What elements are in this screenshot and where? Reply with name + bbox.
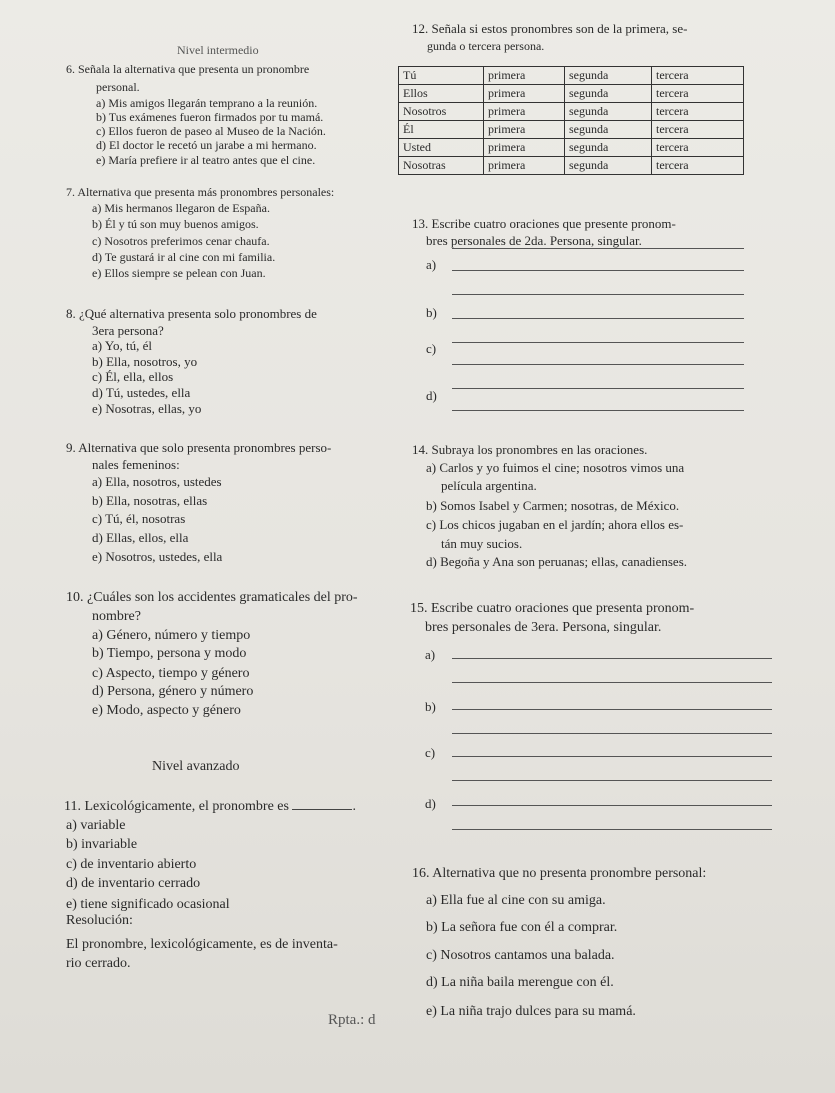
q13-label-c: c)	[426, 341, 437, 356]
table-cell-option[interactable]: segunda	[565, 85, 652, 103]
answer-line[interactable]	[452, 658, 772, 659]
q11-option-e: e) tiene significado ocasional	[66, 897, 230, 912]
level-advanced-heading: Nivel avanzado	[152, 759, 240, 774]
q7-option-b: b) Él y tú son muy buenos amigos.	[92, 217, 259, 231]
q10-option-d: d) Persona, género y número	[92, 684, 254, 699]
table-cell-option[interactable]: primera	[484, 67, 565, 85]
q13-label-b: b)	[426, 305, 437, 320]
question-6-stem: 6. Señala la alternativa que presenta un pronombre	[66, 62, 310, 76]
question-11-stem-text: 11. Lexicológicamente, el pronombre es	[64, 799, 289, 814]
q14-sentence-a-cont: película argentina.	[441, 478, 537, 493]
q14-sentence-d: d) Begoña y Ana son peruanas; ellas, canadienses.	[426, 554, 688, 569]
q11-resolution-title: Resolución:	[66, 913, 133, 928]
question-10-stem-cont: nombre?	[92, 609, 141, 624]
table-row	[399, 121, 744, 139]
q16-option-a: a) Ella fue al cine con su amiga.	[426, 893, 606, 908]
q11-answer: Rpta.: d	[328, 1012, 376, 1028]
table-cell-option[interactable]: tercera	[652, 85, 744, 103]
table-cell-option[interactable]: segunda	[565, 139, 652, 157]
question-15-stem-cont: bres personales de 3era. Persona, singular.	[425, 620, 662, 635]
q10-option-a: a) Género, número y tiempo	[92, 628, 251, 643]
q10-option-b: b) Tiempo, persona y modo	[92, 646, 247, 661]
table-row	[399, 67, 744, 85]
q8-option-b: b) Ella, nosotros, yo	[92, 354, 198, 369]
q6-option-b: b) Tus exámenes fueron firmados por tu mamá.	[96, 110, 324, 124]
table-cell-option[interactable]: primera	[484, 157, 565, 175]
q10-option-e: e) Modo, aspecto y género	[92, 703, 241, 718]
question-7-stem: 7. Alternativa que presenta más pronombres personales:	[66, 185, 335, 199]
question-15-stem: 15. Escribe cuatro oraciones que presenta pronom-	[410, 601, 695, 616]
q7-option-e: e) Ellos siempre se pelean con Juan.	[92, 266, 266, 280]
question-12-stem-cont: gunda o tercera persona.	[427, 39, 545, 53]
question-6-stem-cont: personal.	[96, 80, 140, 94]
table-row	[399, 139, 744, 157]
q16-option-e: e) La niña trajo dulces para su mamá.	[426, 1004, 636, 1019]
pronoun-person-table	[398, 66, 744, 175]
answer-line[interactable]	[452, 733, 772, 734]
level-intermediate-heading: Nivel intermedio	[177, 43, 259, 57]
q8-option-a: a) Yo, tú, él	[92, 338, 152, 353]
table-cell-pronoun: Ellos	[399, 85, 484, 103]
q14-sentence-c: c) Los chicos jugaban en el jardín; ahora ellos es-	[426, 517, 684, 532]
answer-line[interactable]	[452, 756, 772, 757]
table-cell-pronoun: Tú	[399, 67, 484, 85]
table-cell-option[interactable]: primera	[484, 85, 565, 103]
q9-option-c: c) Tú, él, nosotras	[92, 511, 186, 526]
answer-line[interactable]	[452, 342, 744, 343]
question-8-stem-cont: 3era persona?	[92, 323, 164, 338]
answer-line[interactable]	[452, 364, 744, 365]
question-11-stem	[64, 799, 356, 814]
q7-option-d: d) Te gustará ir al cine con mi familia.	[92, 250, 276, 264]
table-cell-option[interactable]: primera	[484, 121, 565, 139]
q8-option-d: d) Tú, ustedes, ella	[92, 385, 191, 400]
answer-line[interactable]	[452, 780, 772, 781]
q14-sentence-b: b) Somos Isabel y Carmen; nosotras, de México.	[426, 498, 680, 513]
answer-line[interactable]	[452, 318, 744, 319]
table-cell-option[interactable]: tercera	[652, 67, 744, 85]
q10-option-c: c) Aspecto, tiempo y género	[92, 666, 250, 681]
q13-label-a: a)	[426, 257, 437, 272]
q7-option-c: c) Nosotros preferimos cenar chaufa.	[92, 234, 270, 248]
q15-label-a: a)	[425, 647, 436, 662]
table-cell-option[interactable]: tercera	[652, 103, 744, 121]
question-11-stem-dot: .	[352, 799, 356, 814]
table-row	[399, 103, 744, 121]
question-13-stem: 13. Escribe cuatro oraciones que presente pronom-	[412, 216, 676, 231]
table-row	[399, 157, 744, 175]
question-8-stem: 8. ¿Qué alternativa presenta solo pronombres de	[66, 306, 317, 321]
q15-label-c: c)	[425, 745, 436, 760]
table-cell-pronoun: Él	[399, 121, 484, 139]
q11-option-b: b) invariable	[66, 837, 138, 852]
answer-line[interactable]	[452, 709, 772, 710]
q11-option-d: d) de inventario cerrado	[66, 876, 201, 891]
q11-option-c: c) de inventario abierto	[66, 857, 197, 872]
q6-option-d: d) El doctor le recetó un jarabe a mi hermano.	[96, 138, 317, 152]
q13-label-d: d)	[426, 388, 437, 403]
q6-option-c: c) Ellos fueron de paseo al Museo de la Nación.	[96, 124, 326, 138]
answer-line[interactable]	[452, 270, 744, 271]
question-12-stem: 12. Señala si estos pronombres son de la primera, se-	[412, 21, 688, 36]
q8-option-e: e) Nosotras, ellas, yo	[92, 401, 202, 416]
table-cell-pronoun: Nosotros	[399, 103, 484, 121]
q16-option-d: d) La niña baila merengue con él.	[426, 975, 614, 990]
q15-label-b: b)	[425, 699, 436, 714]
table-cell-option[interactable]: segunda	[565, 121, 652, 139]
q9-option-d: d) Ellas, ellos, ella	[92, 530, 189, 545]
table-cell-pronoun: Nosotras	[399, 157, 484, 175]
answer-line[interactable]	[452, 682, 772, 683]
q6-option-a: a) Mis amigos llegarán temprano a la reunión.	[96, 96, 318, 110]
q16-option-b: b) La señora fue con él a comprar.	[426, 920, 618, 935]
table-cell-option[interactable]: tercera	[652, 157, 744, 175]
table-row	[399, 85, 744, 103]
q7-option-a: a) Mis hermanos llegaron de España.	[92, 201, 270, 215]
q9-option-b: b) Ella, nosotras, ellas	[92, 493, 208, 508]
question-14-stem: 14. Subraya los pronombres en las oraciones.	[412, 442, 648, 457]
q6-option-e: e) María prefiere ir al teatro antes que el cine.	[96, 153, 316, 167]
answer-line[interactable]	[452, 805, 772, 806]
q15-label-d: d)	[425, 796, 436, 811]
q11-option-a: a) variable	[66, 818, 126, 833]
answer-line[interactable]	[452, 248, 744, 249]
answer-line[interactable]	[452, 294, 744, 295]
q16-option-c: c) Nosotros cantamos una balada.	[426, 948, 615, 963]
answer-line[interactable]	[452, 829, 772, 830]
question-9-stem-cont: nales femeninos:	[92, 457, 180, 472]
q9-option-e: e) Nosotros, ustedes, ella	[92, 549, 223, 564]
table-cell-option[interactable]: segunda	[565, 103, 652, 121]
q11-resolution-text-cont: rio cerrado.	[66, 956, 131, 971]
question-16-stem: 16. Alternativa que no presenta pronombre personal:	[412, 866, 707, 881]
q8-option-c: c) Él, ella, ellos	[92, 369, 174, 384]
answer-line[interactable]	[452, 410, 744, 411]
q14-sentence-a: a) Carlos y yo fuimos el cine; nosotros vimos una	[426, 460, 685, 475]
table-cell-option[interactable]: primera	[484, 103, 565, 121]
table-cell-pronoun: Usted	[399, 139, 484, 157]
q9-option-a: a) Ella, nosotros, ustedes	[92, 474, 222, 489]
question-11-blank	[292, 808, 352, 810]
table-cell-option[interactable]: tercera	[652, 139, 744, 157]
question-13-stem-cont: bres personales de 2da. Persona, singular.	[426, 233, 642, 248]
table-cell-option[interactable]: segunda	[565, 157, 652, 175]
question-10-stem: 10. ¿Cuáles son los accidentes gramaticales del pro-	[66, 590, 358, 605]
q14-sentence-c-cont: tán muy sucios.	[441, 536, 523, 551]
table-cell-option[interactable]: tercera	[652, 121, 744, 139]
table-cell-option[interactable]: primera	[484, 139, 565, 157]
answer-line[interactable]	[452, 388, 744, 389]
table-cell-option[interactable]: segunda	[565, 67, 652, 85]
question-9-stem: 9. Alternativa que solo presenta pronombres perso-	[66, 440, 332, 455]
q11-resolution-text: El pronombre, lexicológicamente, es de inventa-	[66, 937, 338, 952]
